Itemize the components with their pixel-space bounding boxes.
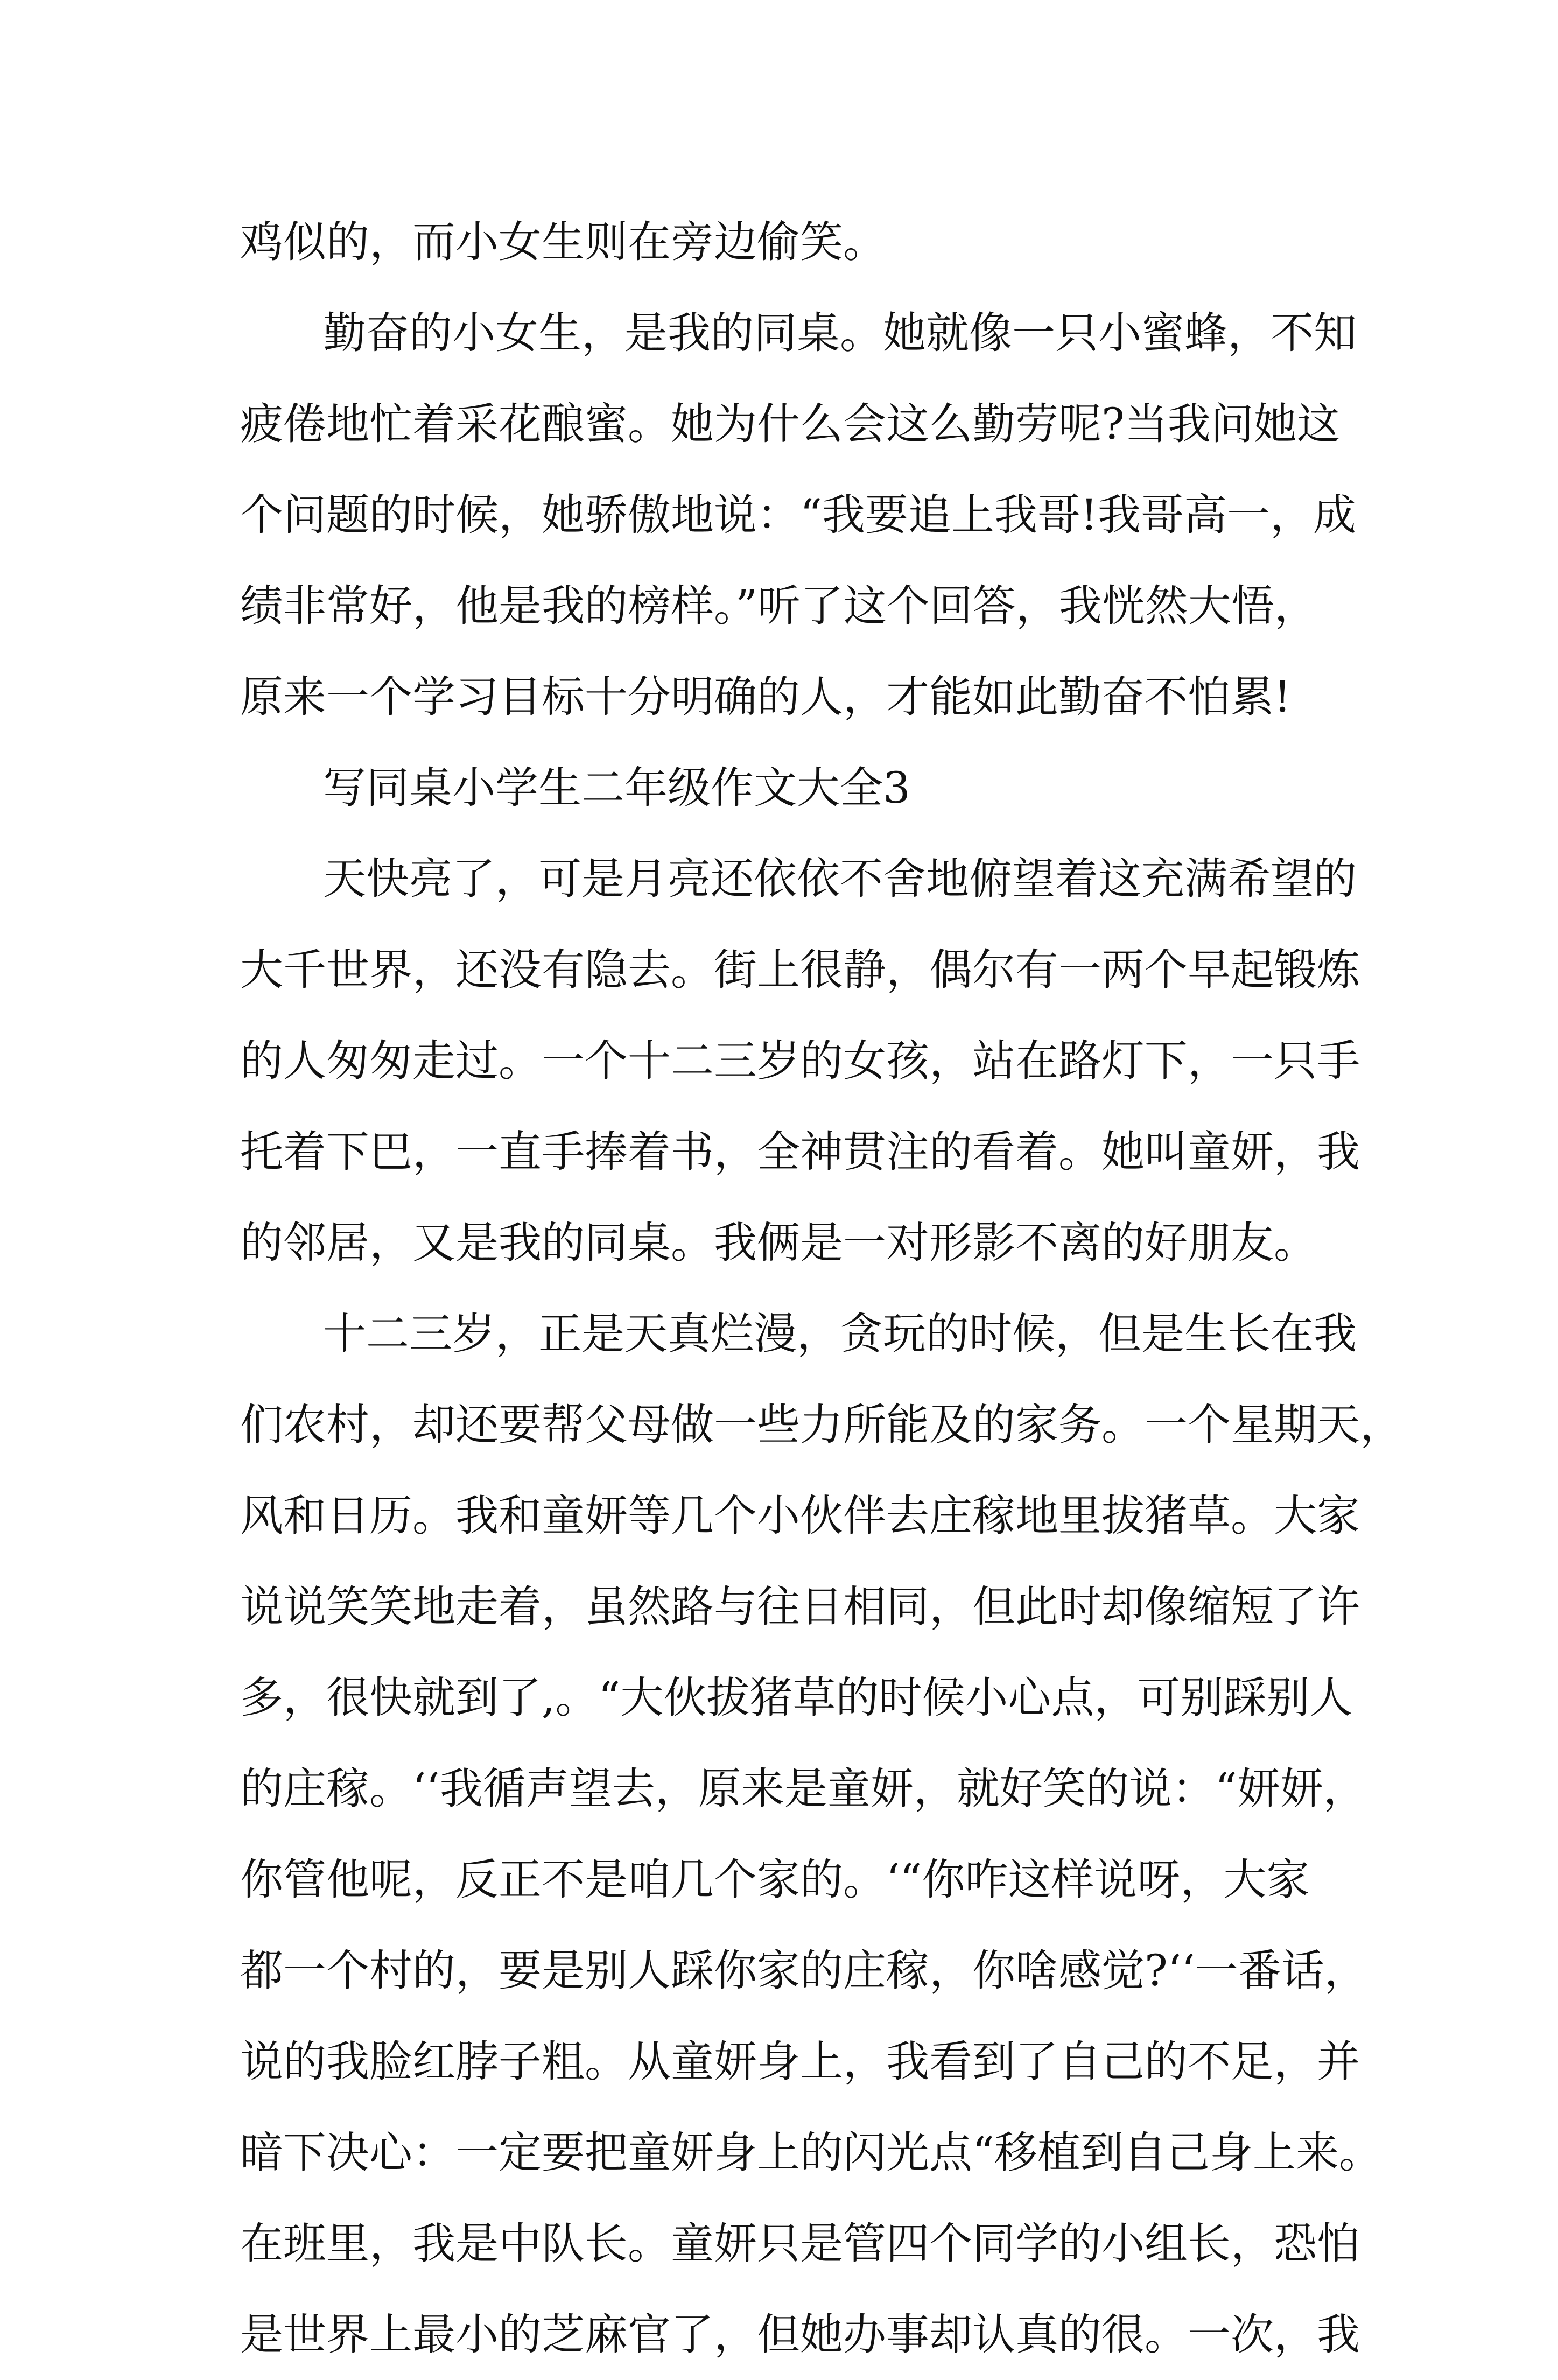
text-line: 们农村，却还要帮父母做一些力所能及的家务。一个星期天，	[240, 1400, 1403, 1450]
text-line: 绩非常好，他是我的榜样。”听了这个回答，我恍然大悟，	[240, 581, 1317, 631]
section-heading: 写同桌小学生二年级作文大全3	[323, 763, 910, 813]
document-body	[240, 196, 1403, 2380]
text-line: 的邻居，又是我的同桌。我俩是一对形影不离的好朋友。	[240, 1218, 1317, 1268]
paragraph-start-line: 天快亮了，可是月亮还依依不舍地俯望着这充满希望的	[323, 854, 1357, 904]
text-line: 个问题的时候，她骄傲地说：“我要追上我哥!我哥高一，成	[240, 490, 1357, 540]
text-line: 的庄稼。‘‘我循声望去，原来是童妍，就好笑的说：“妍妍，	[240, 1764, 1366, 1814]
paragraph-start-line: 十二三岁，正是天真烂漫，贪玩的时候，但是生长在我	[323, 1309, 1357, 1359]
text-line: 是世界上最小的芝麻官了，但她办事却认真的很。一次，我	[240, 2309, 1360, 2360]
paragraph-start-line: 勤奋的小女生，是我的同桌。她就像一只小蜜蜂，不知	[323, 308, 1357, 358]
text-line: 多，很快就到了,。“大伙拔猪草的时候小心点，可别踩别人	[240, 1673, 1353, 1723]
text-line: 大千世界，还没有隐去。街上很静，偶尔有一两个早起锻炼	[240, 945, 1360, 995]
text-line: 暗下决心：一定要把童妍身上的闪光点“移植到自己身上来。	[240, 2128, 1382, 2178]
text-line: 在班里，我是中队长。童妍只是管四个同学的小组长，恐怕	[240, 2218, 1360, 2269]
text-line: 你管他呢，反正不是咱几个家的。‘“你咋这样说呀，大家	[240, 1855, 1310, 1905]
text-line: 都一个村的，要是别人踩你家的庄稼，你啥感觉?‘‘一番话，	[240, 1946, 1367, 1996]
text-line: 的人匆匆走过。一个十二三岁的女孩，站在路灯下，一只手	[240, 1036, 1360, 1086]
text-line: 疲倦地忙着采花酿蜜。她为什么会这么勤劳呢?当我问她这	[240, 399, 1340, 449]
text-line: 风和日历。我和童妍等几个小伙伴去庄稼地里拔猪草。大家	[240, 1491, 1360, 1541]
text-line: 原来一个学习目标十分明确的人，才能如此勤奋不怕累!	[240, 672, 1292, 722]
text-line: 托着下巴，一直手捧着书，全神贯注的看着。她叫童妍，我	[240, 1127, 1360, 1177]
text-line: 鸡似的，而小女生则在旁边偷笑。	[240, 217, 886, 267]
text-line: 说说笑笑地走着，虽然路与往日相同，但此时却像缩短了许	[240, 1582, 1360, 1632]
text-line: 说的我脸红脖子粗。从童妍身上，我看到了自己的不足，并	[240, 2037, 1360, 2087]
